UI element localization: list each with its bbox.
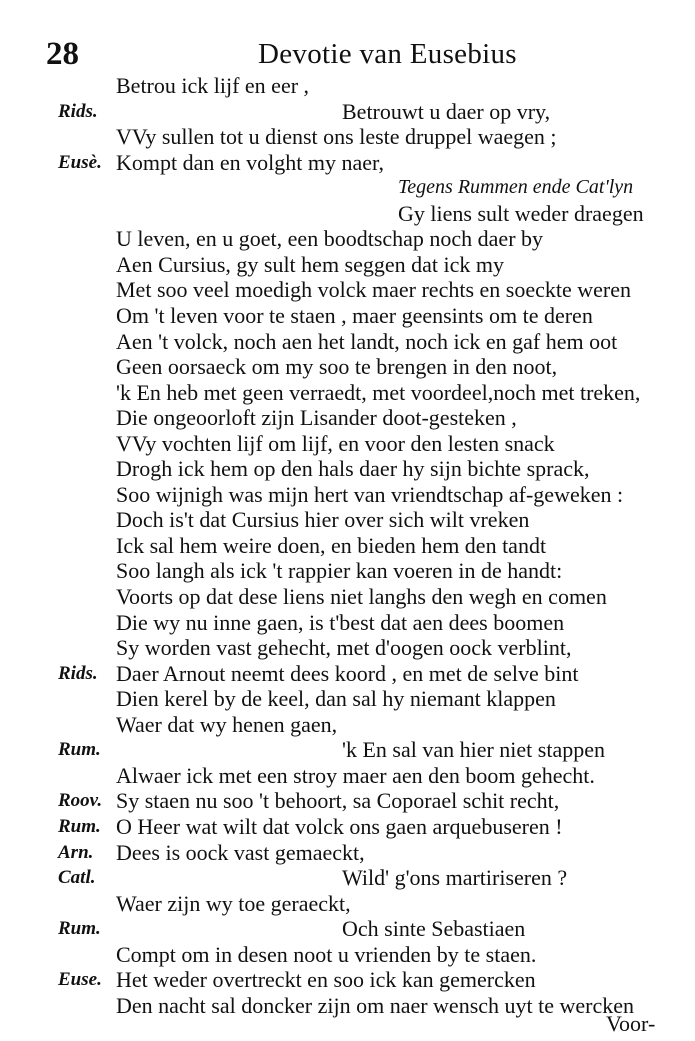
- line-text: Aen 't volck, noch aen het landt, noch ick en gaf hem oot: [116, 329, 618, 354]
- page-header: [40, 30, 680, 74]
- verse-line: [0, 533, 695, 558]
- speaker-label: Catl.: [58, 867, 96, 888]
- verse-line: [0, 942, 695, 967]
- line-text: VVy vochten lijf om lijf, en voor den lesten snack: [116, 431, 555, 456]
- line-text: Om 't leven voor te staen , maer geensints om te deren: [116, 303, 593, 328]
- speaker-label: Rum.: [58, 918, 101, 939]
- verse-line: [0, 252, 695, 277]
- line-text: Gy liens sult weder draegen: [398, 201, 644, 226]
- verse-line: [0, 865, 695, 890]
- verse-line: [0, 99, 695, 124]
- line-text: Betrouwt u daer op vry,: [342, 99, 551, 124]
- line-text: Alwaer ick met een stroy maer aen den boom gehecht.: [116, 763, 595, 788]
- line-text: 'k En sal van hier niet stappen: [342, 737, 606, 762]
- verse-line: [0, 661, 695, 686]
- verse-line: [0, 124, 695, 149]
- verse-line: [0, 175, 695, 200]
- line-text: Drogh ick hem op den hals daer hy sijn bichte sprack,: [116, 456, 590, 481]
- line-text: Sy worden vast gehecht, met d'oogen oock verblint,: [116, 635, 572, 660]
- speaker-label: Rum.: [58, 816, 101, 837]
- verse-line: [0, 201, 695, 226]
- verse-line: [0, 150, 695, 175]
- line-text: Aen Cursius, gy sult hem seggen dat ick my: [116, 252, 505, 277]
- verse-line: [0, 73, 695, 98]
- line-text: Och sinte Sebastiaen: [342, 916, 526, 941]
- speaker-label: Eusè.: [58, 152, 102, 173]
- line-text: Waer zijn wy toe geraeckt,: [116, 891, 351, 916]
- line-text: Dien kerel by de keel, dan sal hy niemant klappen: [116, 686, 556, 711]
- line-text: Den nacht sal doncker zijn om naer wensch uyt te wercken: [116, 993, 635, 1018]
- line-text: Voorts op dat dese liens niet langhs den wegh en comen: [116, 584, 607, 609]
- line-text: Betrou ick lijf en eer ,: [116, 73, 310, 98]
- verse-line: [0, 891, 695, 916]
- line-text: Soo langh als ick 't rappier kan voeren in de handt:: [116, 558, 563, 583]
- verse-line: [0, 763, 695, 788]
- verse-line: [0, 303, 695, 328]
- verse-line: [0, 482, 695, 507]
- line-text: 'k En heb met geen verraedt, met voordeel,noch met treken,: [116, 380, 641, 405]
- line-text: O Heer wat wilt dat volck ons gaen arquebuseren !: [116, 814, 563, 839]
- line-text: Geen oorsaeck om my soo te brengen in den noot,: [116, 354, 558, 379]
- verse-line: [0, 507, 695, 532]
- verse-line: [0, 329, 695, 354]
- verse-line: [0, 558, 695, 583]
- running-title: Devotie van Eusebius: [258, 38, 517, 70]
- verse-line: [0, 916, 695, 941]
- catchword: Voor-: [606, 1011, 656, 1036]
- verse-line: [0, 635, 695, 660]
- line-text: Sy staen nu soo 't behoort, sa Coporael schit recht,: [116, 788, 560, 813]
- verse-line: [0, 814, 695, 839]
- line-text: Het weder overtreckt en soo ick kan gemercken: [116, 967, 536, 992]
- line-text: Dees is oock vast gemaeckt,: [116, 840, 365, 865]
- line-text: Kompt dan en volght my naer,: [116, 150, 384, 175]
- verse-line: [0, 277, 695, 302]
- speaker-label: Rids.: [58, 663, 98, 684]
- line-text: Wild' g'ons martiriseren ?: [342, 865, 568, 890]
- page-number: 28: [46, 36, 79, 72]
- speaker-label: Rids.: [58, 101, 98, 122]
- verse-line: [0, 354, 695, 379]
- stage-direction: Tegens Rummen ende Cat'lyn: [398, 176, 634, 198]
- speaker-label: Arn.: [58, 842, 94, 863]
- verse-line: [0, 712, 695, 737]
- verse-line: [0, 686, 695, 711]
- line-text: Compt om in desen noot u vrienden by te staen.: [116, 942, 537, 967]
- speaker-label: Roov.: [58, 790, 103, 811]
- verse-line: [0, 405, 695, 430]
- line-text: VVy sullen tot u dienst ons leste druppel waegen ;: [116, 124, 557, 149]
- line-text: Met soo veel moedigh volck maer rechts en soeckte weren: [116, 277, 631, 302]
- verse-line: [0, 610, 695, 635]
- line-text: Ick sal hem weire doen, en bieden hem den tandt: [116, 533, 547, 558]
- verse-line: [0, 737, 695, 762]
- verse-line: [0, 840, 695, 865]
- verse-line: [0, 431, 695, 456]
- speaker-label: Euse.: [58, 969, 102, 990]
- line-text: Waer dat wy henen gaen,: [116, 712, 338, 737]
- catchword-line: [0, 1011, 695, 1036]
- line-text: Die wy nu inne gaen, is t'best dat aen dees boomen: [116, 610, 565, 635]
- verse-line: [0, 788, 695, 813]
- line-text: Daer Arnout neemt dees koord , en met de selve bint: [116, 661, 579, 686]
- verse-line: [0, 226, 695, 251]
- speaker-label: Rum.: [58, 739, 101, 760]
- line-text: U leven, en u goet, een boodtschap noch daer by: [116, 226, 544, 251]
- verse-line: [0, 380, 695, 405]
- line-text: Soo wijnigh was mijn hert van vriendtschap af-geweken :: [116, 482, 624, 507]
- verse-line: [0, 456, 695, 481]
- line-text: Doch is't dat Cursius hier over sich wilt vreken: [116, 507, 530, 532]
- line-text: Die ongeoorloft zijn Lisander doot-gesteken ,: [116, 405, 517, 430]
- verse-line: [0, 584, 695, 609]
- verse-line: [0, 967, 695, 992]
